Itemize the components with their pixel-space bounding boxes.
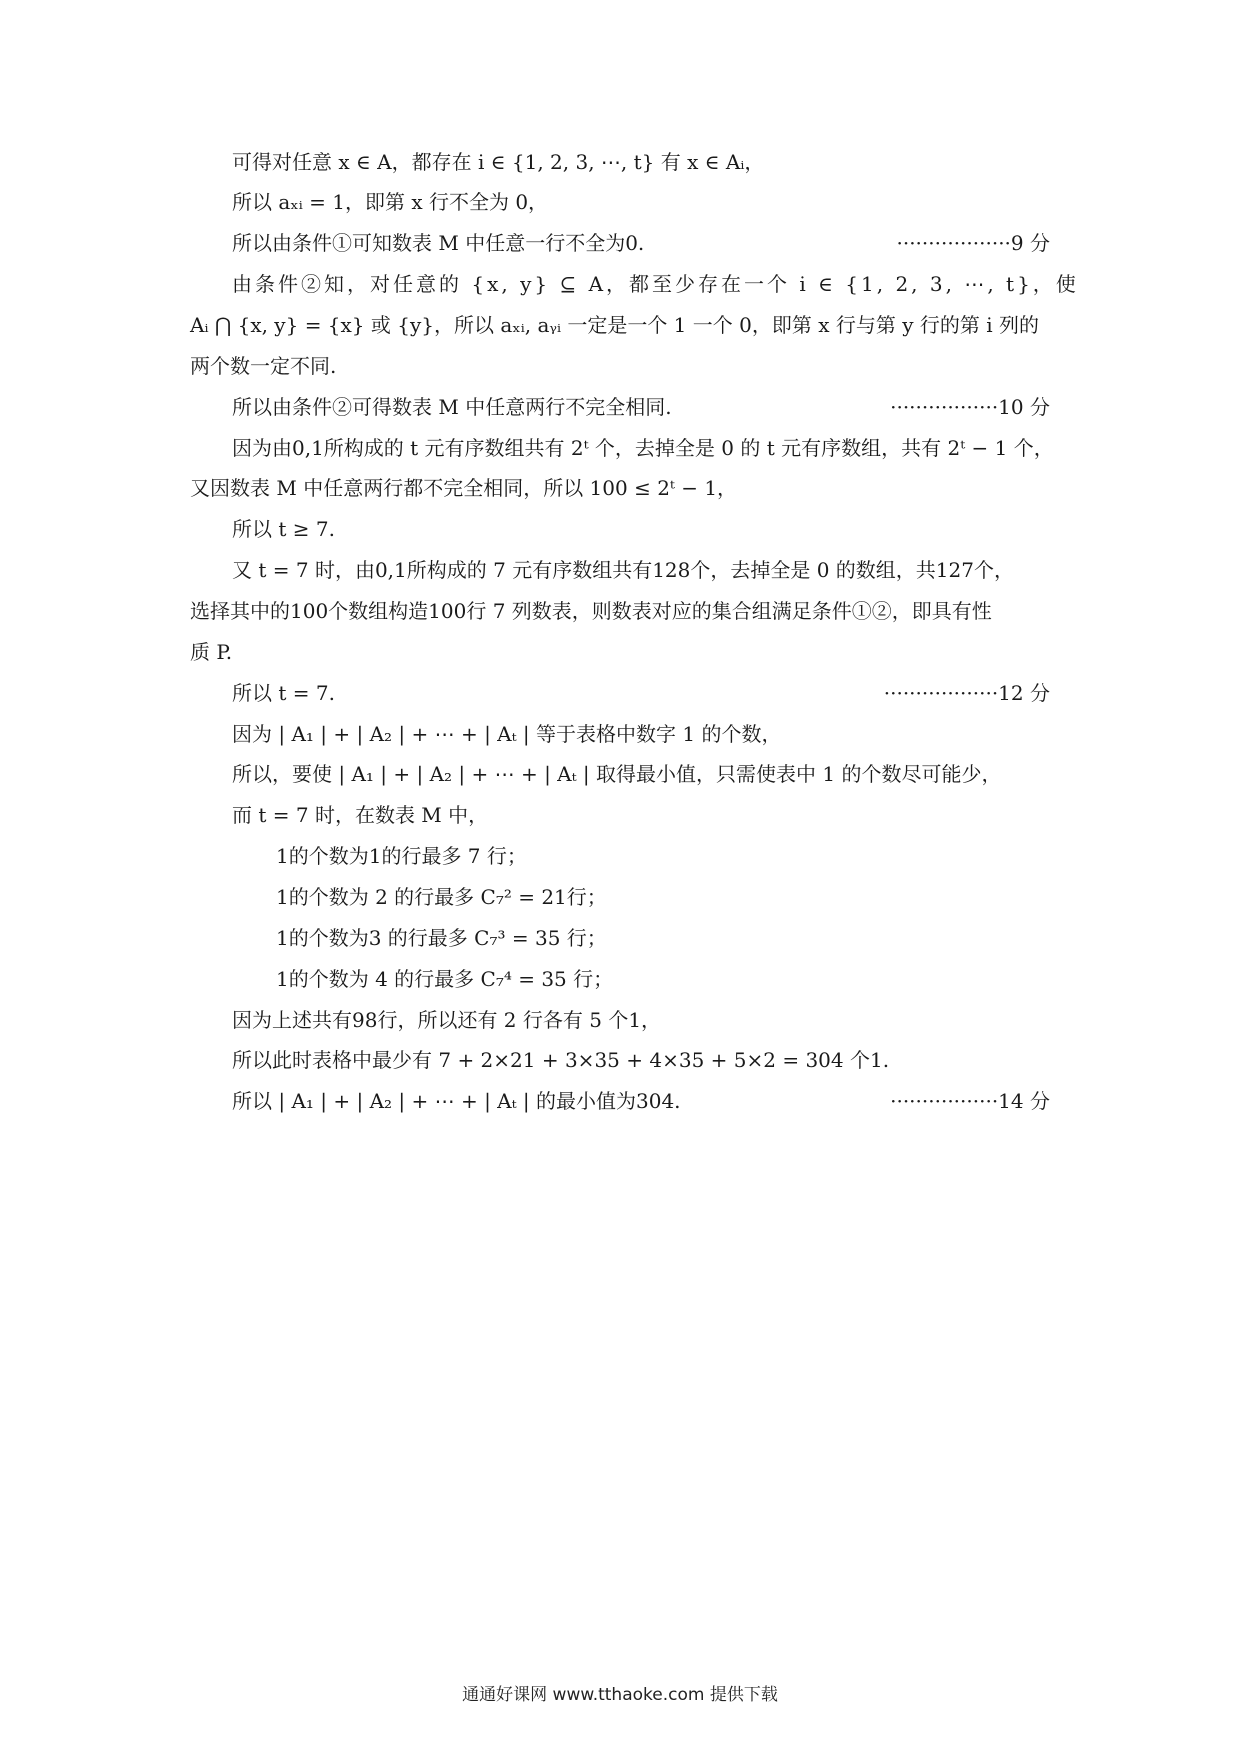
text-line: 所以 aₓᵢ = 1，即第 x 行不全为 0， — [232, 190, 549, 214]
text-line: 选择其中的100个数组构造100行 7 列数表，则数表对应的集合组满足条件①②，即具有性 — [190, 599, 992, 623]
text-line: 所以，要使 | A₁ | + | A₂ | + ⋯ + | Aₜ | 取得最小值，只需使表中 1 的个数尽可能少， — [232, 762, 1002, 786]
score-marker: ·················10 分 — [890, 395, 1050, 419]
text-line: 又 t = 7 时，由0,1所构成的 7 元有序数组共有128个，去掉全是 0 的数组，共127个， — [232, 558, 1014, 582]
score-marker: ·················14 分 — [890, 1089, 1050, 1113]
text-line: 而 t = 7 时，在数表 M 中， — [232, 803, 489, 827]
text-line: 1的个数为1的行最多 7 行； — [276, 844, 527, 868]
text-line: Aᵢ ⋂ {x, y} = {x} 或 {y}，所以 aₓᵢ, aᵧᵢ 一定是一个 1 一个 0，即第 x 行与第 y 行的第 i 列的 — [190, 313, 1039, 337]
text-line: 由条件②知，对任意的 {x, y} ⊆ A，都至少存在一个 i ∈ {1, 2, 3, ⋯, t}，使 — [232, 272, 1079, 296]
text-line: 所以 t ≥ 7. — [232, 517, 335, 541]
score-marker: ··················12 分 — [883, 681, 1050, 705]
text-line: 所以由条件①可知数表 M 中任意一行不全为0. — [232, 231, 645, 255]
text-line: 1的个数为3 的行最多 C₇³ = 35 行； — [276, 926, 607, 950]
text-line: 所以 t = 7. — [232, 681, 335, 705]
footer-watermark: 通通好课网 www.tthaoke.com 提供下载 — [462, 1685, 778, 1705]
text-line: 所以 | A₁ | + | A₂ | + ⋯ + | Aₜ | 的最小值为304. — [232, 1089, 681, 1113]
text-line: 质 P. — [190, 640, 233, 664]
text-line: 可得对任意 x ∈ A，都存在 i ∈ {1, 2, 3, ⋯, t} 有 x ∈ Aᵢ， — [232, 150, 765, 174]
text-line: 又因数表 M 中任意两行都不完全相同，所以 100 ≤ 2ᵗ − 1， — [190, 476, 738, 500]
text-line: 1的个数为 2 的行最多 C₇² = 21行； — [276, 885, 607, 909]
text-line: 两个数一定不同. — [190, 354, 337, 378]
text-line: 因为 | A₁ | + | A₂ | + ⋯ + | Aₜ | 等于表格中数字 1 的个数， — [232, 722, 782, 746]
text-line: 所以由条件②可得数表 M 中任意两行不完全相同. — [232, 395, 672, 419]
text-line: 1的个数为 4 的行最多 C₇⁴ = 35 行； — [276, 967, 614, 991]
score-marker: ··················9 分 — [896, 231, 1050, 255]
text-line: 因为由0,1所构成的 t 元有序数组共有 2ᵗ 个，去掉全是 0 的 t 元有序数组，共有 2ᵗ − 1 个， — [232, 436, 1054, 460]
text-line: 因为上述共有98行，所以还有 2 行各有 5 个1， — [232, 1008, 662, 1032]
text-line: 所以此时表格中最少有 7 + 2×21 + 3×35 + 4×35 + 5×2 = 304 个1. — [232, 1048, 890, 1072]
